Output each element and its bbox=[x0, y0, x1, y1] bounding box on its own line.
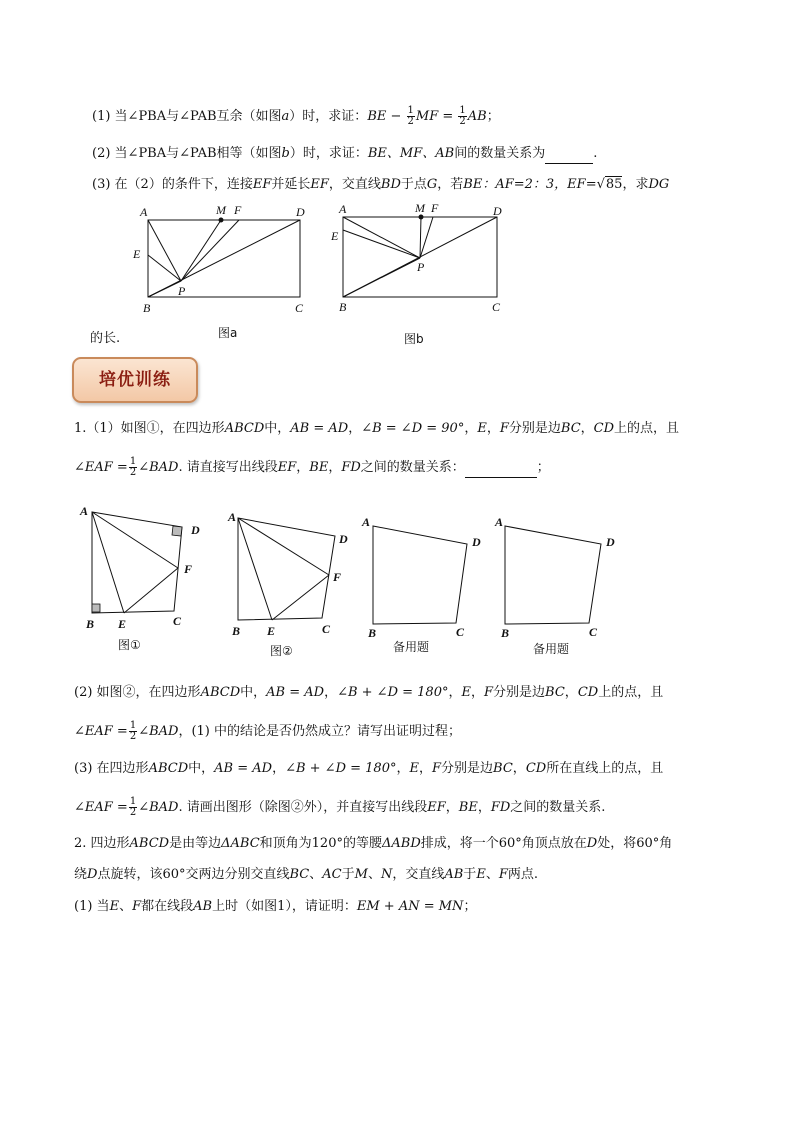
q2l3-end: ； bbox=[463, 899, 477, 914]
fig1-label-b: B bbox=[86, 617, 95, 631]
sep: ， bbox=[445, 800, 459, 815]
var-e: E bbox=[461, 685, 471, 700]
p1-l1-pre: 1.（1）如图①，在四边形 bbox=[74, 421, 225, 436]
p2-mid6: ， bbox=[564, 685, 578, 700]
p2b-text: ，(1) 中的结论是否仍然成立？请写出证明过程； bbox=[178, 724, 462, 739]
section-title: 培优训练 bbox=[99, 370, 171, 390]
var-mf: MF bbox=[415, 109, 439, 124]
q2-mid2: 和顶角为120°的等腰 bbox=[259, 836, 382, 851]
fig2-label-e: E bbox=[267, 624, 276, 638]
fig1-label-e: E bbox=[118, 617, 127, 631]
q2l2-mid1: 点旋转，该60°交两边分别交直线 bbox=[97, 867, 290, 882]
cond-ab-ad: AB = AD bbox=[266, 685, 325, 700]
fig-a-label-f: F bbox=[234, 203, 242, 217]
frac-num: 1 bbox=[129, 456, 137, 467]
p2-line-2 bbox=[74, 866, 538, 884]
fig-a-caption: 图a bbox=[218, 326, 238, 340]
fig-b-line-bp bbox=[343, 258, 420, 297]
frac-den: 2 bbox=[129, 731, 137, 742]
q2l3-mid: 都在线段 bbox=[141, 899, 194, 914]
fig1-label-d: D bbox=[191, 523, 200, 537]
p1-l1-mid2: ， bbox=[348, 421, 362, 436]
fig-b-label-p: P bbox=[417, 260, 425, 274]
spare1-label-d: D bbox=[472, 535, 481, 549]
q1-text: (1) 当∠PBA与∠PAB互余（如图 bbox=[92, 109, 282, 124]
var-fd: FD bbox=[341, 460, 361, 475]
sep: ， bbox=[296, 460, 310, 475]
sqrt-sign: √ bbox=[596, 177, 605, 192]
var-m: M bbox=[354, 867, 368, 882]
p1-l2-tail: 之间的数量关系： bbox=[360, 460, 465, 475]
spare2-label-d: D bbox=[606, 535, 615, 549]
var-f: F bbox=[484, 685, 494, 700]
p1-l1-mid5: 分别是边 bbox=[508, 421, 561, 436]
fig-b-label-d: D bbox=[493, 204, 502, 218]
sep: 、 bbox=[309, 867, 323, 882]
var-abcd: ABCD bbox=[224, 421, 265, 436]
angle-bad: ∠BAD bbox=[138, 800, 179, 815]
p1-l2-end: ； bbox=[536, 460, 550, 475]
p2-mid4: ， bbox=[470, 685, 484, 700]
fig-ref-b: b bbox=[281, 146, 290, 161]
var-ef: EF bbox=[427, 800, 446, 815]
equals: = bbox=[438, 109, 458, 124]
spare2-label-a: A bbox=[495, 515, 504, 529]
frac-den: 2 bbox=[459, 116, 466, 127]
sqrt-value: 85 bbox=[605, 177, 623, 192]
frac-num: 1 bbox=[407, 105, 414, 116]
p1-part3-line-2 bbox=[74, 797, 605, 818]
fig2-label-c: C bbox=[322, 622, 331, 636]
fig-a-label-p: P bbox=[178, 284, 186, 298]
equation-em-an-mn: EM + AN = MN bbox=[356, 899, 464, 914]
p3-mid1: 中， bbox=[188, 761, 215, 776]
fig2-line-ae bbox=[238, 518, 272, 620]
frac-num: 1 bbox=[129, 796, 137, 807]
var-be: BE bbox=[309, 460, 329, 475]
q2l3-pre: (1) 当 bbox=[74, 899, 110, 914]
p1-l2-text: . 请直接写出线段 bbox=[178, 460, 278, 475]
p1-l1-mid4: ， bbox=[486, 421, 500, 436]
fig-b-label-f: F bbox=[431, 201, 439, 215]
q2-text-2: ）时，求证： bbox=[289, 146, 368, 161]
frac-num: 1 bbox=[129, 720, 137, 731]
p2-mid3: ， bbox=[448, 685, 462, 700]
cond-angle-sum: ∠B + ∠D = 180° bbox=[337, 685, 449, 700]
cond-ab-ad: AB = AD bbox=[290, 421, 349, 436]
frac-num: 1 bbox=[459, 105, 466, 116]
figure-1 bbox=[72, 500, 212, 635]
q1-text-2: ）时，求证： bbox=[289, 109, 368, 124]
q2-text: (2) 当∠PBA与∠PAB相等（如图 bbox=[92, 146, 282, 161]
var-bc: BC bbox=[493, 761, 513, 776]
fraction-half-1 bbox=[407, 106, 415, 127]
q3-mid1: 并延长 bbox=[271, 177, 311, 192]
var-e: E bbox=[109, 899, 120, 914]
q3-cont-text: 的长. bbox=[90, 331, 121, 346]
fig-a-line-ap bbox=[148, 220, 181, 281]
p3b-tail: 之间的数量关系. bbox=[510, 800, 606, 815]
fig-a-line-ep bbox=[148, 255, 181, 281]
fig-b-line-fp bbox=[420, 217, 433, 258]
angle-eaf: ∠EAF = bbox=[74, 460, 128, 475]
sep: 、 bbox=[485, 867, 499, 882]
p3-mid4: ， bbox=[418, 761, 432, 776]
spare2-quad bbox=[505, 526, 601, 624]
var-bc: BC bbox=[560, 421, 581, 436]
var-be: BE bbox=[458, 800, 478, 815]
fig-b-caption: 图b bbox=[404, 332, 424, 346]
fig-a-label-b: B bbox=[143, 301, 151, 315]
fig-b-label-b: B bbox=[339, 300, 347, 314]
fig1-label-c: C bbox=[173, 614, 182, 628]
fig-b-line-ep bbox=[343, 230, 420, 258]
q2-line bbox=[92, 145, 597, 164]
var-ab: AB bbox=[193, 899, 213, 914]
angle-eaf: ∠EAF = bbox=[74, 800, 128, 815]
p1-line-2 bbox=[74, 457, 550, 478]
q2l2-mid3: ，交直线 bbox=[392, 867, 445, 882]
p1-part3-line-1 bbox=[74, 760, 663, 778]
fig1-quad bbox=[92, 512, 182, 613]
fig-a-label-m: M bbox=[216, 203, 226, 217]
q3-continuation bbox=[90, 330, 120, 348]
answer-blank-q2[interactable] bbox=[545, 145, 593, 164]
var-abcd: ABCD bbox=[148, 761, 189, 776]
q1-line bbox=[92, 106, 500, 127]
var-e: E bbox=[409, 761, 419, 776]
var-bd: BD bbox=[380, 177, 401, 192]
p2-line-3 bbox=[74, 898, 476, 916]
fig2-line-ef bbox=[272, 575, 329, 620]
q2l2-end: 两点. bbox=[507, 867, 538, 882]
q2l2-mid2: 于 bbox=[341, 867, 355, 882]
figure-b bbox=[325, 200, 515, 320]
p1-l1-end: 上的点，且 bbox=[614, 421, 680, 436]
fig-b-label-e: E bbox=[331, 229, 339, 243]
var-f: F bbox=[499, 421, 509, 436]
fig1-right-angle-d bbox=[172, 526, 182, 536]
var-be: BE bbox=[367, 109, 387, 124]
p2-mid1: 中， bbox=[240, 685, 267, 700]
var-ac: AC bbox=[322, 867, 342, 882]
p1-l1-mid1: 中， bbox=[264, 421, 291, 436]
var-cd: CD bbox=[593, 421, 615, 436]
fig-a-line-fp bbox=[181, 220, 239, 281]
figure-2 bbox=[222, 505, 362, 640]
q2-mid1: 是由等边 bbox=[169, 836, 222, 851]
spare1-label-b: B bbox=[368, 626, 377, 640]
p2-mid5: 分别是边 bbox=[493, 685, 546, 700]
p3-pre: (3) 在四边形 bbox=[74, 761, 149, 776]
minus: − bbox=[386, 109, 406, 124]
q2-tail: 间的数量关系为 bbox=[454, 146, 546, 161]
fig1-right-angle-b bbox=[92, 604, 100, 612]
p3b-text: . 请画出图形（除图②外），并直接写出线段 bbox=[178, 800, 428, 815]
spare1-quad bbox=[373, 526, 467, 624]
q3-line bbox=[92, 176, 669, 194]
figure-spare-1 bbox=[358, 510, 488, 640]
fig2-caption: 图② bbox=[270, 644, 293, 658]
var-ef-2: EF bbox=[310, 177, 329, 192]
fig-ref-a: a bbox=[281, 109, 290, 124]
var-abcd: ABCD bbox=[129, 836, 170, 851]
sep: ， bbox=[328, 460, 342, 475]
fig1-line-ef bbox=[124, 568, 178, 613]
fig1-line-ae bbox=[92, 512, 124, 613]
spare2-label-b: B bbox=[501, 626, 510, 640]
var-bc: BC bbox=[289, 867, 310, 882]
var-fd: FD bbox=[490, 800, 511, 815]
fig-a-label-e: E bbox=[133, 247, 141, 261]
angle-bad: ∠BAD bbox=[138, 724, 179, 739]
fig-b-point-m bbox=[419, 215, 424, 220]
q2l2-mid4: 于 bbox=[463, 867, 477, 882]
figure-a bbox=[128, 200, 318, 320]
fraction-half-3 bbox=[129, 457, 137, 478]
q2-end: 处，将60°角 bbox=[597, 836, 673, 851]
q3-ratio: BE：AF=2：3，EF= bbox=[463, 177, 597, 192]
frac-den: 2 bbox=[407, 116, 414, 127]
p2-line-1 bbox=[74, 835, 672, 853]
var-f: F bbox=[498, 867, 508, 882]
spare2-caption: 备用题 bbox=[533, 642, 570, 656]
fig1-line-af bbox=[92, 512, 178, 568]
cond-ab-ad: AB = AD bbox=[214, 761, 273, 776]
var-dg: DG bbox=[648, 177, 670, 192]
fig-a-label-a: A bbox=[140, 205, 148, 219]
q1-end: ； bbox=[486, 109, 500, 124]
fig-a-label-c: C bbox=[295, 301, 304, 315]
p3-end: 所在直线上的点，且 bbox=[546, 761, 664, 776]
var-f: F bbox=[432, 761, 442, 776]
q2-end: . bbox=[593, 146, 598, 161]
var-g: G bbox=[426, 177, 438, 192]
section-title-badge bbox=[72, 357, 198, 403]
fig-a-line-bp bbox=[148, 281, 181, 297]
spare1-label-c: C bbox=[456, 625, 465, 639]
fig1-label-a: A bbox=[80, 504, 89, 518]
fig-b-label-c: C bbox=[492, 300, 501, 314]
fig-b-label-m: M bbox=[415, 201, 425, 215]
angle-eaf: ∠EAF = bbox=[74, 724, 128, 739]
p3-mid3: ， bbox=[396, 761, 410, 776]
var-cd: CD bbox=[525, 761, 547, 776]
fig2-label-f: F bbox=[333, 570, 342, 584]
fig-b-line-mp bbox=[420, 217, 421, 258]
var-ef: EF bbox=[252, 177, 272, 192]
fraction-half-2 bbox=[458, 106, 466, 127]
q2-pre: 2. 四边形 bbox=[74, 836, 130, 851]
q2l3-mid2: 上时（如图1），请证明： bbox=[212, 899, 357, 914]
sep: 、 bbox=[119, 899, 133, 914]
var-d: D bbox=[87, 867, 98, 882]
q3-mid4: ，若 bbox=[437, 177, 464, 192]
var-bc: BC bbox=[545, 685, 565, 700]
frac-den: 2 bbox=[129, 467, 137, 478]
p1-line-1 bbox=[74, 420, 679, 438]
p2-end: 上的点，且 bbox=[598, 685, 664, 700]
q3-mid2: ，交直线 bbox=[328, 177, 381, 192]
fraction-half-5 bbox=[129, 797, 137, 818]
angle-bad: ∠BAD bbox=[138, 460, 179, 475]
p2-mid2: ， bbox=[324, 685, 338, 700]
answer-blank-p1[interactable] bbox=[465, 459, 537, 478]
figure-spare-2 bbox=[491, 510, 626, 640]
var-ab: AB bbox=[444, 867, 464, 882]
spare1-label-a: A bbox=[362, 515, 371, 529]
cond-angles: ∠B = ∠D = 90° bbox=[361, 421, 465, 436]
p1-l1-mid6: ， bbox=[580, 421, 594, 436]
q2-mid3: 排成，将一个60°角顶点放在 bbox=[420, 836, 587, 851]
var-abcd: ABCD bbox=[200, 685, 241, 700]
q3-mid3: 于点 bbox=[400, 177, 427, 192]
var-d: D bbox=[586, 836, 598, 851]
spare2-label-c: C bbox=[589, 625, 598, 639]
q2-vars: BE、MF、AB bbox=[367, 146, 455, 161]
var-f: F bbox=[132, 899, 142, 914]
p1-l1-mid3: ， bbox=[464, 421, 478, 436]
var-e: E bbox=[477, 421, 487, 436]
fig2-label-a: A bbox=[228, 510, 237, 524]
p1-part2-line-1 bbox=[74, 684, 663, 702]
fig2-label-d: D bbox=[339, 532, 348, 546]
var-e: E bbox=[476, 867, 486, 882]
var-n: N bbox=[380, 867, 393, 882]
fig1-caption: 图① bbox=[118, 638, 141, 652]
q3-text: (3) 在（2）的条件下，连接 bbox=[92, 177, 253, 192]
var-ab: AB bbox=[467, 109, 487, 124]
triangle-abc: ΔABC bbox=[221, 836, 260, 851]
var-cd: CD bbox=[577, 685, 599, 700]
fig-b-line-ap bbox=[343, 217, 420, 258]
fig2-label-b: B bbox=[232, 624, 241, 638]
p3-mid2: ， bbox=[272, 761, 286, 776]
p2-pre: (2) 如图②，在四边形 bbox=[74, 685, 201, 700]
sep: 、 bbox=[367, 867, 381, 882]
fig-b-label-a: A bbox=[339, 202, 347, 216]
fig1-label-f: F bbox=[184, 562, 193, 576]
sep: ， bbox=[477, 800, 491, 815]
fig-a-point-m bbox=[219, 218, 224, 223]
spare1-caption: 备用题 bbox=[393, 640, 430, 654]
q3-mid5: ，求 bbox=[622, 177, 649, 192]
p3-mid5: 分别是边 bbox=[441, 761, 494, 776]
var-ef: EF bbox=[277, 460, 297, 475]
fig2-quad bbox=[238, 518, 335, 620]
triangle-abd: ΔABD bbox=[381, 836, 421, 851]
fraction-half-4 bbox=[129, 721, 137, 742]
q2l2-pre: 绕 bbox=[74, 867, 88, 882]
p1-part2-line-2 bbox=[74, 721, 461, 742]
p3-mid6: ， bbox=[512, 761, 526, 776]
frac-den: 2 bbox=[129, 807, 137, 818]
cond-angle-sum: ∠B + ∠D = 180° bbox=[285, 761, 397, 776]
fig-a-label-d: D bbox=[296, 205, 305, 219]
fig-a-line-mp bbox=[181, 220, 221, 281]
